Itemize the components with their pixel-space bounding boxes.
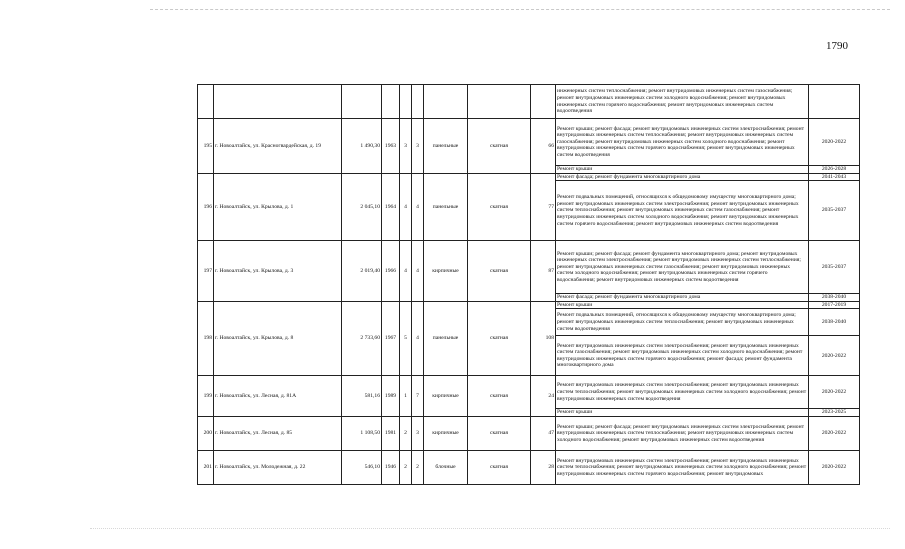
walls-cell: кирпичные (424, 241, 468, 302)
period-cell: 2020-2022 (809, 416, 860, 450)
year-cell: 1989 (382, 376, 400, 417)
roof-cell: скатная (468, 173, 531, 241)
area-cell: 1 490,30 (342, 119, 382, 174)
address-cell: г. Новоалтайск, ул. Красногвардейская, д. 19 (214, 119, 342, 174)
walls-cell: панельные (424, 301, 468, 376)
year-cell: 1963 (382, 119, 400, 174)
roof-cell: скатная (468, 376, 531, 417)
works-cell: Ремонт фасада; ремонт фундамента многоквартирного дома (556, 173, 809, 181)
table-row (198, 173, 860, 181)
period-cell: 2023-2025 (809, 409, 860, 417)
period-cell: 2035-2037 (809, 181, 860, 241)
table-row (198, 301, 860, 309)
row-number: 196 (198, 173, 214, 241)
entrances-cell: 2 (412, 450, 424, 484)
roof-cell: скатная (468, 119, 531, 174)
year-cell: 1946 (382, 450, 400, 484)
works-cell: Ремонт фасада; ремонт фундамента многоквартирного дома (556, 294, 809, 302)
residents-cell: 77 (531, 173, 556, 241)
floors-cell: 5 (400, 301, 412, 376)
works-cell: Ремонт крыши; ремонт фасада; ремонт фундамента многоквартирного дома; ремонт внутридомовых инженерных систем электроснабжения; ремонт внутридомовых инженерных систем теплоснабжения; ремонт внутридомовых инженерных систем газоснабжения; ремонт внутридомовых инженерных систем холодного водоснабжения; ремонт внутридомовых инженерных систем горячего водоснабжения; ремонт внутридомовых инженерных систем водоотведения (556, 241, 809, 294)
floors-cell: 3 (400, 119, 412, 174)
year-cell: 1967 (382, 301, 400, 376)
period-cell: 2020-2022 (809, 376, 860, 409)
area-cell: 546,10 (342, 450, 382, 484)
residents-cell: 28 (531, 450, 556, 484)
area-cell: 2 733,60 (342, 301, 382, 376)
entrances-cell: 7 (412, 376, 424, 417)
period-cell: 2017-2019 (809, 301, 860, 309)
works-cell: Ремонт крыши (556, 301, 809, 309)
year-cell: 1981 (382, 416, 400, 450)
residents-cell: 66 (531, 119, 556, 174)
floors-cell: 4 (400, 241, 412, 302)
row-number: 197 (198, 241, 214, 302)
address-cell: г. Новоалтайск, ул. Крылова, д. 1 (214, 173, 342, 241)
table-row (198, 416, 860, 450)
walls-cell: кирпичные (424, 376, 468, 417)
area-cell: 1 108,50 (342, 416, 382, 450)
roof-cell: скатная (468, 416, 531, 450)
roof-cell: скатная (468, 450, 531, 484)
year-cell: 1966 (382, 241, 400, 302)
period-cell: 2035-2037 (809, 241, 860, 294)
scan-artifact-bottom (90, 528, 890, 529)
period-cell: 2038-2040 (809, 294, 860, 302)
entrances-cell: 3 (412, 416, 424, 450)
table-row (198, 450, 860, 484)
area-cell: 581,16 (342, 376, 382, 417)
address-cell: г. Новоалтайск, ул. Лесная, д. 85 (214, 416, 342, 450)
residents-cell: 24 (531, 376, 556, 417)
floors-cell: 1 (400, 376, 412, 417)
works-cell: Ремонт внутридомовых инженерных систем электроснабжения; ремонт внутридомовых инженерных систем теплоснабжения; ремонт внутридомовых инженерных систем холодного водоснабжения; ремонт внутридомовых инженерных систем горячего водоснабжения; ремонт внутридомовых (556, 450, 809, 484)
area-cell: 2 045,10 (342, 173, 382, 241)
works-cell: Ремонт подвальных помещений, относящихся к общедомовому имуществу многоквартирного дома; ремонт внутридомовых инженерных систем электроснабжения; ремонт внутридомовых инженерных систем теплоснабжения; ремонт внутридомовых инженерных систем газоснабжения; ремонт внутридомовых инженерных систем холодного водоснабжения; ремонт внутридомовых инженерных систем горячего водоснабжения; ремонт внутридомовых инженерных систем водоотведения (556, 181, 809, 241)
period-cell: 2038-2040 (809, 309, 860, 336)
walls-cell: кирпичные (424, 416, 468, 450)
row-number: 200 (198, 416, 214, 450)
works-cell: Ремонт внутридомовых инженерных систем электроснабжения; ремонт внутридомовых инженерных систем теплоснабжения; ремонт внутридомовых инженерных систем холодного водоснабжения; ремонт внутридомовых инженерных систем водоотведения (556, 376, 809, 409)
floors-cell: 2 (400, 450, 412, 484)
works-cell: Ремонт крыши; ремонт фасада; ремонт внутридомовых инженерных систем электроснабжения; ремонт внутридомовых инженерных систем теплоснабжения; ремонт внутридомовых инженерных систем газоснабжения; ремонт внутридомовых инженерных систем холодного водоснабжения; ремонт внутридомовых инженерных систем горячего водоснабжения; ремонт внутридомовых инженерных систем водоотведения (556, 119, 809, 166)
address-cell: г. Новоалтайск, ул. Молодежная, д. 22 (214, 450, 342, 484)
housing-register-table (197, 84, 860, 485)
address-cell: г. Новоалтайск, ул. Крылова, д. 3 (214, 241, 342, 302)
table-row (198, 119, 860, 166)
period-cell: 2020-2022 (809, 119, 860, 166)
works-cell: инженерных систем теплоснабжения; ремонт внутридомовых инженерных систем газоснабжения; ремонт внутридомовых инженерных систем холодного водоснабжения; ремонт внутридомовых инженерных систем горячего водоснабжения; ремонт внутридомовых инженерных систем водоотведения (556, 85, 809, 119)
table-row (198, 376, 860, 409)
year-cell: 1964 (382, 173, 400, 241)
floors-cell: 4 (400, 173, 412, 241)
period-cell: 2026-2028 (809, 166, 860, 174)
residents-cell: 108 (531, 301, 556, 376)
table-row (198, 241, 860, 294)
entrances-cell: 4 (412, 241, 424, 302)
row-number: 195 (198, 119, 214, 174)
works-cell: Ремонт крыши; ремонт фасада; ремонт внутридомовых инженерных систем электроснабжения; ремонт внутридомовых инженерных систем теплоснабжения; ремонт внутридомовых инженерных систем холодного водоснабжения; ремонт внутридомовых инженерных систем водоотведения (556, 416, 809, 450)
works-cell: Ремонт крыши (556, 166, 809, 174)
works-cell: Ремонт подвальных помещений, относящихся к общедомовому имуществу многоквартирного дома; ремонт внутридомовых инженерных систем теплоснабжения; ремонт внутридомовых инженерных систем водоотведения (556, 309, 809, 336)
entrances-cell: 4 (412, 173, 424, 241)
address-cell: г. Новоалтайск, ул. Крылова, д. 8 (214, 301, 342, 376)
floors-cell: 2 (400, 416, 412, 450)
period-cell: 2020-2022 (809, 450, 860, 484)
walls-cell: панельные (424, 173, 468, 241)
area-cell: 2 019,40 (342, 241, 382, 302)
row-number: 198 (198, 301, 214, 376)
address-cell: г. Новоалтайск, ул. Лесная, д. 81А (214, 376, 342, 417)
scan-artifact-top (150, 9, 890, 10)
works-cell: Ремонт крыши (556, 409, 809, 417)
table-row-continuation (198, 85, 860, 119)
residents-cell: 47 (531, 416, 556, 450)
period-cell (809, 85, 860, 119)
entrances-cell: 3 (412, 119, 424, 174)
page-number: 1790 (826, 40, 848, 52)
row-number: 199 (198, 376, 214, 417)
roof-cell: скатная (468, 241, 531, 302)
works-cell: Ремонт внутридомовых инженерных систем электроснабжения; ремонт внутридомовых инженерных систем газоснабжения; ремонт внутридомовых инженерных систем холодного водоснабжения; ремонт внутридомовых инженерных систем горячего водоснабжения; ремонт фасада; ремонт фундамента многоквартирного дома (556, 336, 809, 376)
roof-cell: скатная (468, 301, 531, 376)
walls-cell: блочные (424, 450, 468, 484)
entrances-cell: 4 (412, 301, 424, 376)
period-cell: 2041-2043 (809, 173, 860, 181)
row-number: 201 (198, 450, 214, 484)
period-cell: 2020-2022 (809, 336, 860, 376)
residents-cell: 87 (531, 241, 556, 302)
walls-cell: панельные (424, 119, 468, 174)
